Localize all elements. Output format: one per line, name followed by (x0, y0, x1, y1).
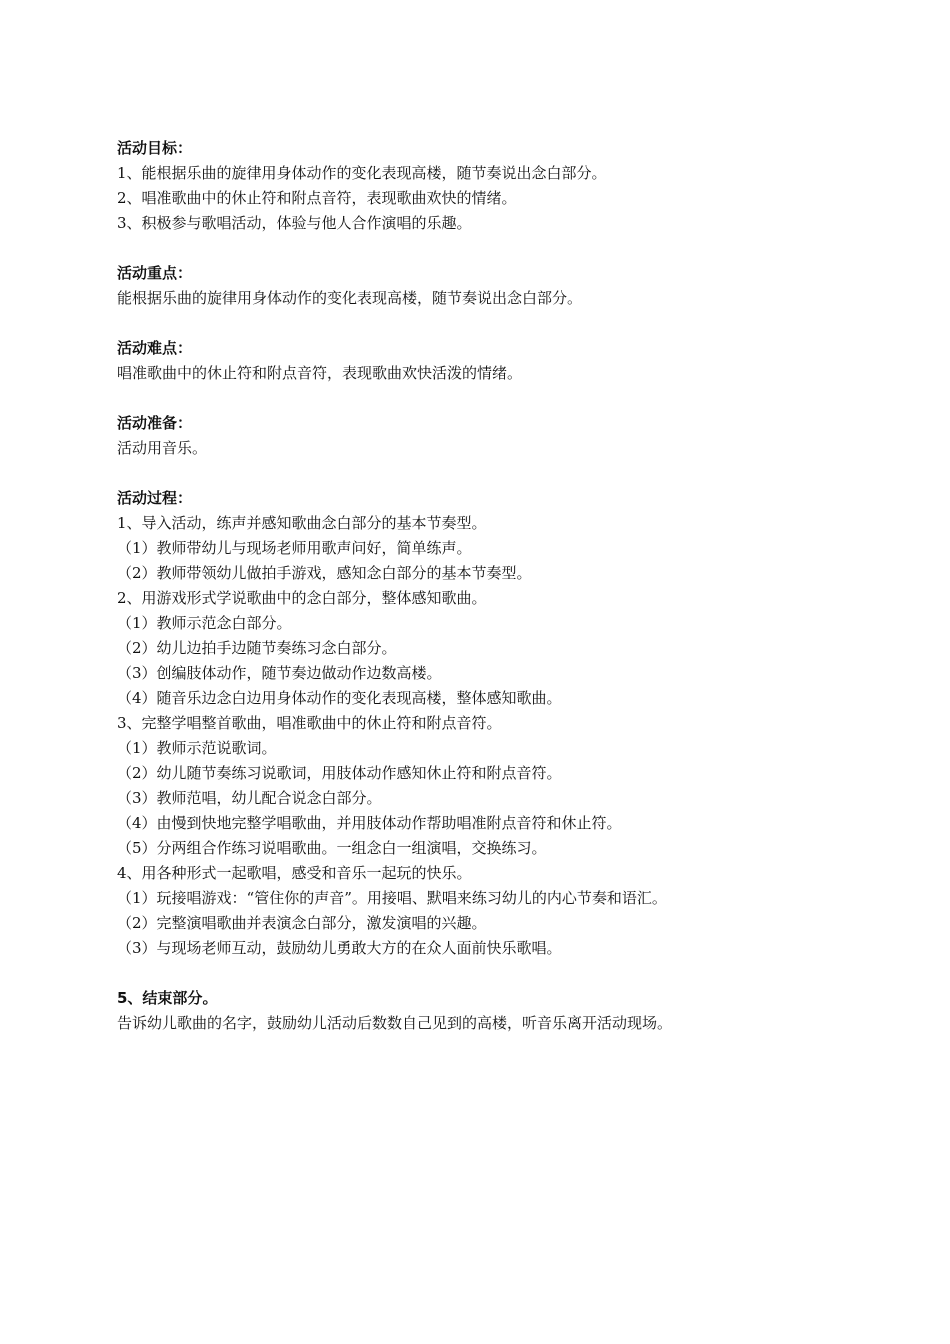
process-substep: （1）教师示范说歌词。 (117, 739, 277, 757)
process-step: 4、用各种形式一起歌唱，感受和音乐一起玩的快乐。 (117, 864, 472, 882)
process-substep: （4）随音乐边念白边用身体动作的变化表现高楼，整体感知歌曲。 (117, 689, 562, 707)
process-substep: （1）教师带幼儿与现场老师用歌声问好，简单练声。 (117, 539, 472, 557)
process-substep: （5）分两组合作练习说唱歌曲。一组念白一组演唱，交换练习。 (117, 839, 547, 857)
process-substep: （2）教师带领幼儿做拍手游戏，感知念白部分的基本节奏型。 (117, 564, 532, 582)
difficulty-line: 唱准歌曲中的休止符和附点音符，表现歌曲欢快活泼的情绪。 (117, 364, 523, 382)
section-goals (117, 136, 917, 236)
goal-line: 3、积极参与歌唱活动，体验与他人合作演唱的乐趣。 (117, 214, 472, 232)
process-substep: （2）幼儿边拍手边随节奏练习念白部分。 (117, 639, 397, 657)
key-point-line: 能根据乐曲的旋律用身体动作的变化表现高楼，随节奏说出念白部分。 (117, 289, 583, 307)
process-substep: （3）教师范唱，幼儿配合说念白部分。 (117, 789, 382, 807)
process-substep: （3）与现场老师互动，鼓励幼儿勇敢大方的在众人面前快乐歌唱。 (117, 939, 562, 957)
section-key-points (117, 261, 917, 311)
section-difficulties (117, 336, 917, 386)
process-substep: （2）完整演唱歌曲并表演念白部分，激发演唱的兴趣。 (117, 914, 487, 932)
process-substep: （3）创编肢体动作，随节奏边做动作边数高楼。 (117, 664, 442, 682)
goal-line: 2、唱准歌曲中的休止符和附点音符，表现歌曲欢快的情绪。 (117, 189, 517, 207)
section-heading-difficulties: 活动难点： (117, 339, 193, 357)
process-substep: （1）玩接唱游戏：“管住你的声音”。用接唱、默唱来练习幼儿的内心节奏和语汇。 (117, 889, 667, 907)
process-substep: （1）教师示范念白部分。 (117, 614, 292, 632)
process-substep: （4）由慢到快地完整学唱歌曲，并用肢体动作帮助唱准附点音符和休止符。 (117, 814, 622, 832)
section-heading-ending: 5、结束部分。 (117, 989, 218, 1007)
section-heading-key-points: 活动重点： (117, 264, 193, 282)
process-substep: （2）幼儿随节奏练习说歌词，用肢体动作感知休止符和附点音符。 (117, 764, 562, 782)
section-ending (117, 986, 917, 1036)
section-process (117, 486, 917, 961)
goal-line: 1、能根据乐曲的旋律用身体动作的变化表现高楼，随节奏说出念白部分。 (117, 164, 607, 182)
process-step: 3、完整学唱整首歌曲，唱准歌曲中的休止符和附点音符。 (117, 714, 502, 732)
document-page (117, 136, 917, 1036)
section-heading-preparation: 活动准备： (117, 414, 193, 432)
section-heading-goals: 活动目标： (117, 139, 193, 157)
preparation-line: 活动用音乐。 (117, 439, 208, 457)
ending-line: 告诉幼儿歌曲的名字，鼓励幼儿活动后数数自己见到的高楼，听音乐离开活动现场。 (117, 1014, 673, 1032)
process-step: 1、导入活动，练声并感知歌曲念白部分的基本节奏型。 (117, 514, 487, 532)
process-step: 2、用游戏形式学说歌曲中的念白部分，整体感知歌曲。 (117, 589, 487, 607)
section-preparation (117, 411, 917, 461)
section-heading-process: 活动过程： (117, 489, 193, 507)
